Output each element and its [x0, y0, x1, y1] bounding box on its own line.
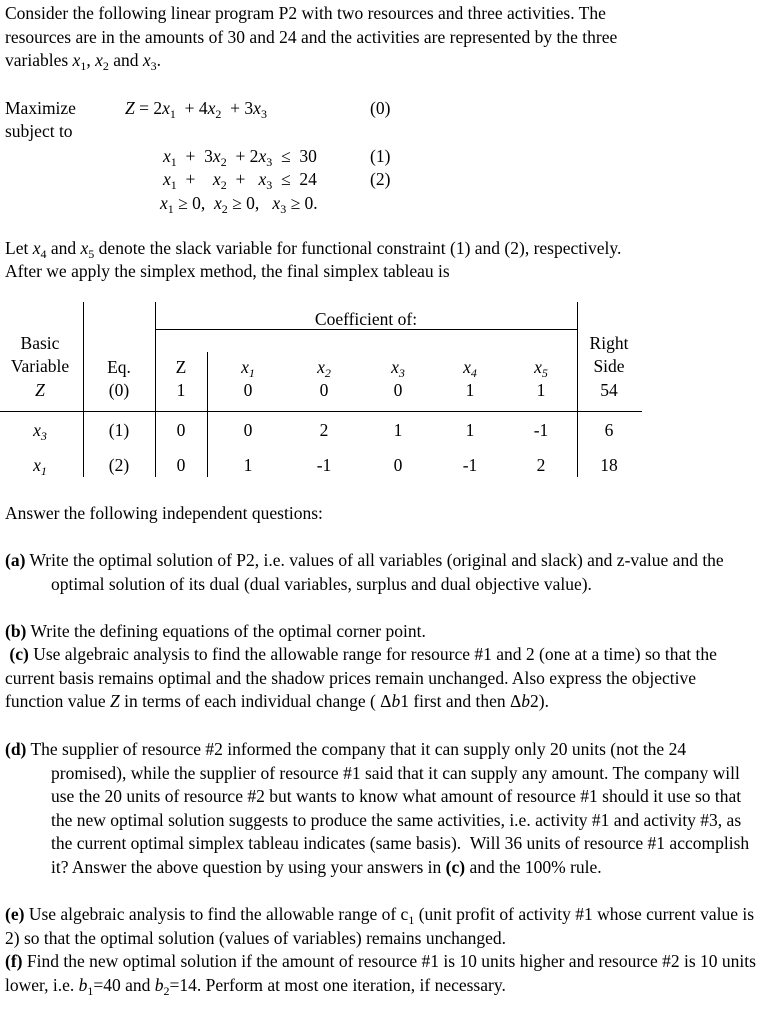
maximize-label: Maximize	[5, 98, 76, 118]
row-0-cell: 1	[536, 380, 546, 400]
question-a: (a) Write the optimal solution of P2, i.e. values of all variables (original and slack) and z-value and the optimal solution of its dual (dual variables, surplus and dual objective value).	[5, 550, 724, 594]
tableau-line	[0, 411, 642, 412]
row-0-cell: 0	[393, 380, 403, 400]
subject-to-label: subject to	[5, 121, 73, 141]
row-2-cell: 0	[176, 455, 186, 475]
row-2-basic: $x_1$	[33, 455, 47, 478]
row-1-cell: -1	[533, 420, 549, 440]
row-1-rhs: 6	[604, 420, 614, 440]
row-2-cell: -1	[462, 455, 478, 475]
row-1-cell: 2	[319, 420, 329, 440]
row-0-eq: (0)	[108, 380, 130, 400]
objective-function: $Z = 2x_1 + 4x_2 + 3x_3$	[125, 98, 267, 121]
slack-line-2: After we apply the simplex method, the final simplex tableau is	[5, 261, 450, 281]
slack-line-1: Let $x_4$ and $x_5$ denote the slack variable for functional constraint (1) and (2), respectively.	[5, 238, 622, 261]
col-header-x1: $x_1$	[241, 357, 255, 380]
constraint-1-tag: (1)	[370, 146, 391, 166]
tableau-line	[577, 302, 578, 477]
coefficient-header: Coefficient of:	[314, 309, 418, 329]
objective-tag: (0)	[370, 98, 391, 118]
tableau-line	[83, 302, 84, 477]
tableau-line	[207, 352, 208, 477]
row-2-eq: (2)	[108, 455, 130, 475]
intro-line-2: resources are in the amounts of 30 and 24 and the activities are represented by the three	[5, 26, 618, 47]
rhs-header-2: Side	[593, 356, 625, 376]
constraint-1: $x_1 + 3x_2 + 2x_3 \le 30$	[163, 146, 317, 169]
eq-header: Eq.	[107, 357, 131, 377]
row-0-rhs: 54	[600, 380, 618, 400]
question-d: (d) The supplier of resource #2 informed the company that it can supply only 20 units (not the 24 promised), while the supplier of resource #1 said that it can supply any amount. The company will use the 20 units of resource #2 but wants to know what amount of resource #1 should it use so that the new optimal solution suggests to produce the same activities, i.e. activity #1 and activity #3, as the current optimal simplex tableau indicates (same basis). Will 36 units of resource #1 accomplish it? Answer the above question by using your answers in (c) and the 100% rule.	[5, 739, 750, 877]
basic-header-2: Variable	[10, 356, 70, 376]
col-header-x5: $x_5$	[534, 357, 548, 380]
nonnegativity-constraints: $x_1 \ge 0$, $x_2 \ge 0$, $x_3 \ge 0$.	[160, 193, 318, 216]
row-0-cell: 1	[176, 380, 186, 400]
row-2-cell: 0	[393, 455, 403, 475]
basic-header-1: Basic	[20, 333, 60, 353]
row-0-cell: 0	[243, 380, 253, 400]
row-1-cell: 0	[243, 420, 253, 440]
question-c: (c) Use algebraic analysis to find the allowable range for resource #1 and 2 (one at a time) so that the current basis remains optimal and the shadow prices remain unchanged. Also express the objective function value Z in terms of each individual change ( Δb1 first and then Δb2).	[5, 644, 717, 711]
row-1-cell: 0	[176, 420, 186, 440]
col-header-x3: $x_3$	[391, 357, 405, 380]
row-1-cell: 1	[465, 420, 475, 440]
row-2-cell: -1	[316, 455, 332, 475]
row-0-cell: 0	[319, 380, 329, 400]
row-1-basic: $x_3$	[33, 420, 47, 443]
constraint-2: $x_1$ + $x_2 + x_3 \le 24$	[163, 169, 317, 192]
row-2-cell: 2	[536, 455, 546, 475]
intro-paragraph	[5, 2, 757, 73]
row-2-cell: 1	[243, 455, 253, 475]
row-2-rhs: 18	[600, 455, 618, 475]
question-b: (b) Write the defining equations of the optimal corner point.	[5, 621, 426, 641]
row-1-eq: (1)	[108, 420, 130, 440]
questions-intro: Answer the following independent questions:	[5, 503, 323, 523]
col-header-z: Z	[175, 357, 187, 377]
col-header-x2: $x_2$	[317, 357, 331, 380]
row-0-basic: Z	[35, 380, 45, 400]
intro-line-3: variables $x_1$, $x_2$ and $x_3$.	[5, 50, 162, 73]
col-header-x4: $x_4$	[463, 357, 477, 380]
question-f: (f) Find the new optimal solution if the amount of resource #1 is 10 units higher and resource #2 is 10 units lower, i.e. $b_1=40$ and $b_2=14$. Perform at most one iteration, if necessary.	[5, 951, 756, 998]
row-1-cell: 1	[393, 420, 403, 440]
row-0-cell: 1	[465, 380, 475, 400]
constraint-2-tag: (2)	[370, 169, 391, 189]
intro-line-1: Consider the following linear program P2 with two resources and three activities. The	[5, 3, 606, 23]
rhs-header-1: Right	[589, 333, 629, 353]
question-e: (e) Use algebraic analysis to find the allowable range of $c_1$ (unit profit of activity #1 whose current value is 2) so that the optimal solution (values of variables) remains unchanged.	[5, 904, 755, 948]
